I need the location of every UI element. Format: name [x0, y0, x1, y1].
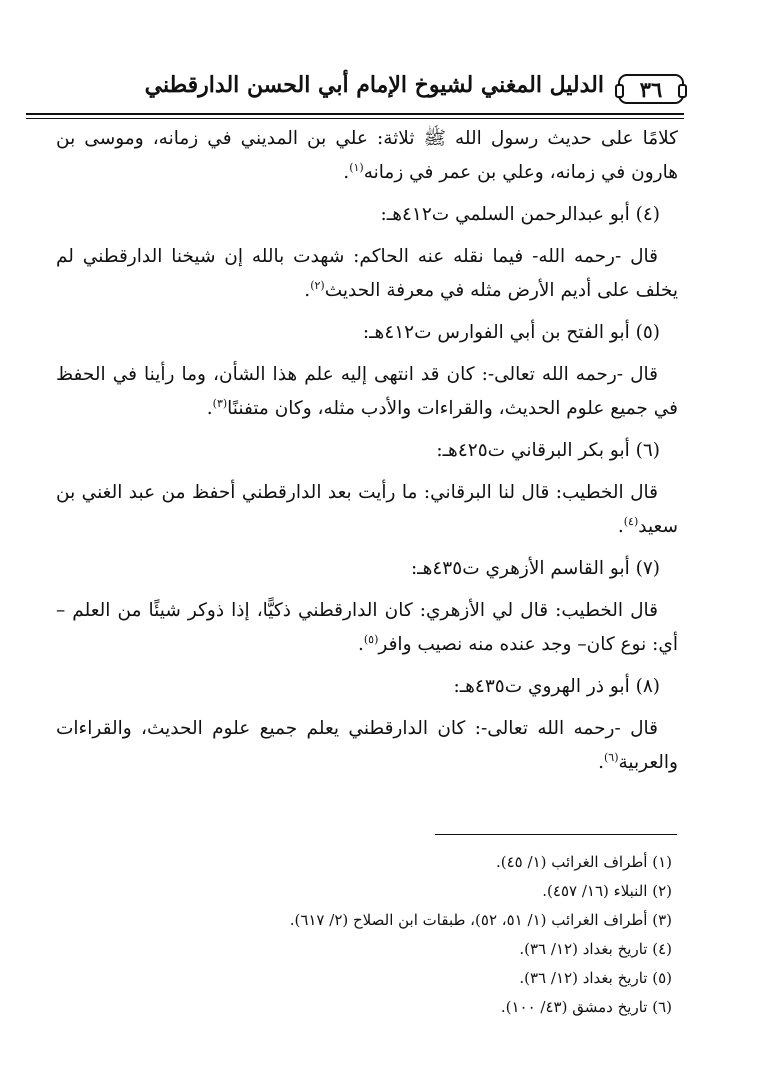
footnote-1: (١) أطراف الغرائب (١/ ٤٥). [496, 853, 672, 871]
header-rule [26, 113, 684, 115]
footnote-4: (٤) تاريخ بغداد (١٢/ ٣٦). [519, 940, 672, 958]
paragraph-1-text: كلامًا على حديث رسول الله ﷺ ثلاثة: علي بن المديني في زمانه، وموسى بن هارون في زمانه، وعلي بن عمر في زمانه [56, 128, 678, 183]
running-header [26, 70, 684, 110]
paragraph-6-text: قال الخطيب: قال لنا البرقاني: ما رأيت بعد الدارقطني أحفظ من عبد الغني بن سعيد [56, 482, 678, 537]
footnotes [56, 848, 678, 1022]
page-number-frame [618, 74, 684, 104]
paragraph-8: قال -رحمه الله تعالى-: كان الدارقطني يعلم جميع علوم الحديث، والقراءات والعربية$^{(٦)}$. [56, 718, 678, 773]
footnote-ref-3: (٣) [212, 396, 228, 410]
footnote-5: (٥) تاريخ بغداد (١٢/ ٣٦). [519, 969, 672, 987]
paragraph-5-text: قال -رحمه الله تعالى-: كان قد انتهى إليه علم هذا الشأن، وما رأينا في الحفظ في جميع علوم الحديث، والقراءات والأدب مثله، وكان متفننًا [56, 364, 678, 419]
entry-heading-5: (٥) أبو الفتح بن أبي الفوارس ت٤١٢هـ: [362, 322, 660, 343]
footnote-ref-6: (٦) [603, 750, 619, 764]
paragraph-6: قال الخطيب: قال لنا البرقاني: ما رأيت بعد الدارقطني أحفظ من عبد الغني بن سعيد$^{(٤)}$. [56, 482, 678, 537]
main-text [56, 122, 678, 788]
footnote-6: (٦) تاريخ دمشق (٤٣/ ١٠٠). [500, 998, 672, 1016]
footnote-3: (٣) أطراف الغرائب (١/ ٥١، ٥٢)، طبقات ابن الصلاح (٢/ ٦١٧). [289, 911, 672, 929]
running-title: الدليل المغني لشيوخ الإمام أبي الحسن الدارقطني [144, 72, 604, 98]
entry-heading-7: (٧) أبو القاسم الأزهري ت٤٣٥هـ: [410, 558, 660, 579]
paragraph-4-text: قال -رحمه الله- فيما نقله عنه الحاكم: شهدت بالله إن شيخنا الدارقطني لم يخلف على أديم الأرض مثله في معرفة الحديث [56, 246, 678, 301]
paragraph-5: قال -رحمه الله تعالى-: كان قد انتهى إليه علم هذا الشأن، وما رأينا في الحفظ في جميع علوم الحديث، والقراءات والأدب مثله، وكان متفننًا$^{(٣)}$. [56, 364, 678, 419]
footnote-2: (٢) النبلاء (١٦/ ٤٥٧). [542, 882, 672, 900]
paragraph-7-text: قال الخطيب: قال لي الأزهري: كان الدارقطني ذكيًّا، إذا ذوكر شيئًا من العلم – أي: نوع كان– وجد عنده منه نصيب وافر [56, 600, 678, 655]
entry-heading-6: (٦) أبو بكر البرقاني ت٤٢٥هـ: [436, 440, 660, 461]
entry-heading-4: (٤) أبو عبدالرحمن السلمي ت٤١٢هـ: [380, 204, 660, 225]
footnote-ref-5: (٥) [363, 632, 379, 646]
footnote-ref-2: (٢) [310, 278, 325, 292]
paragraph-1: كلامًا على حديث رسول الله ﷺ ثلاثة: علي بن المديني في زمانه، وموسى بن هارون في زمانه، وعلي بن عمر في زمانه$^{(١)}$. [56, 128, 678, 183]
paragraph-8-text: قال -رحمه الله تعالى-: كان الدارقطني يعلم جميع علوم الحديث، والقراءات والعربية [56, 718, 678, 773]
paragraph-7: قال الخطيب: قال لي الأزهري: كان الدارقطني ذكيًّا، إذا ذوكر شيئًا من العلم – أي: نوع كان– وجد عنده منه نصيب وافر$^{(٥)}$. [56, 600, 678, 655]
page-number: ٣٦ [639, 76, 663, 102]
paragraph-4: قال -رحمه الله- فيما نقله عنه الحاكم: شهدت بالله إن شيخنا الدارقطني لم يخلف على أديم الأرض مثله في معرفة الحديث$^{(٢)}$. [56, 246, 678, 301]
header-rule-thin [26, 118, 684, 119]
footnote-ref-4: (٤) [623, 514, 639, 528]
footnote-separator [435, 834, 677, 835]
footnote-ref-1: (١) [349, 160, 364, 174]
entry-heading-8: (٨) أبو ذر الهروي ت٤٣٥هـ: [453, 676, 660, 697]
